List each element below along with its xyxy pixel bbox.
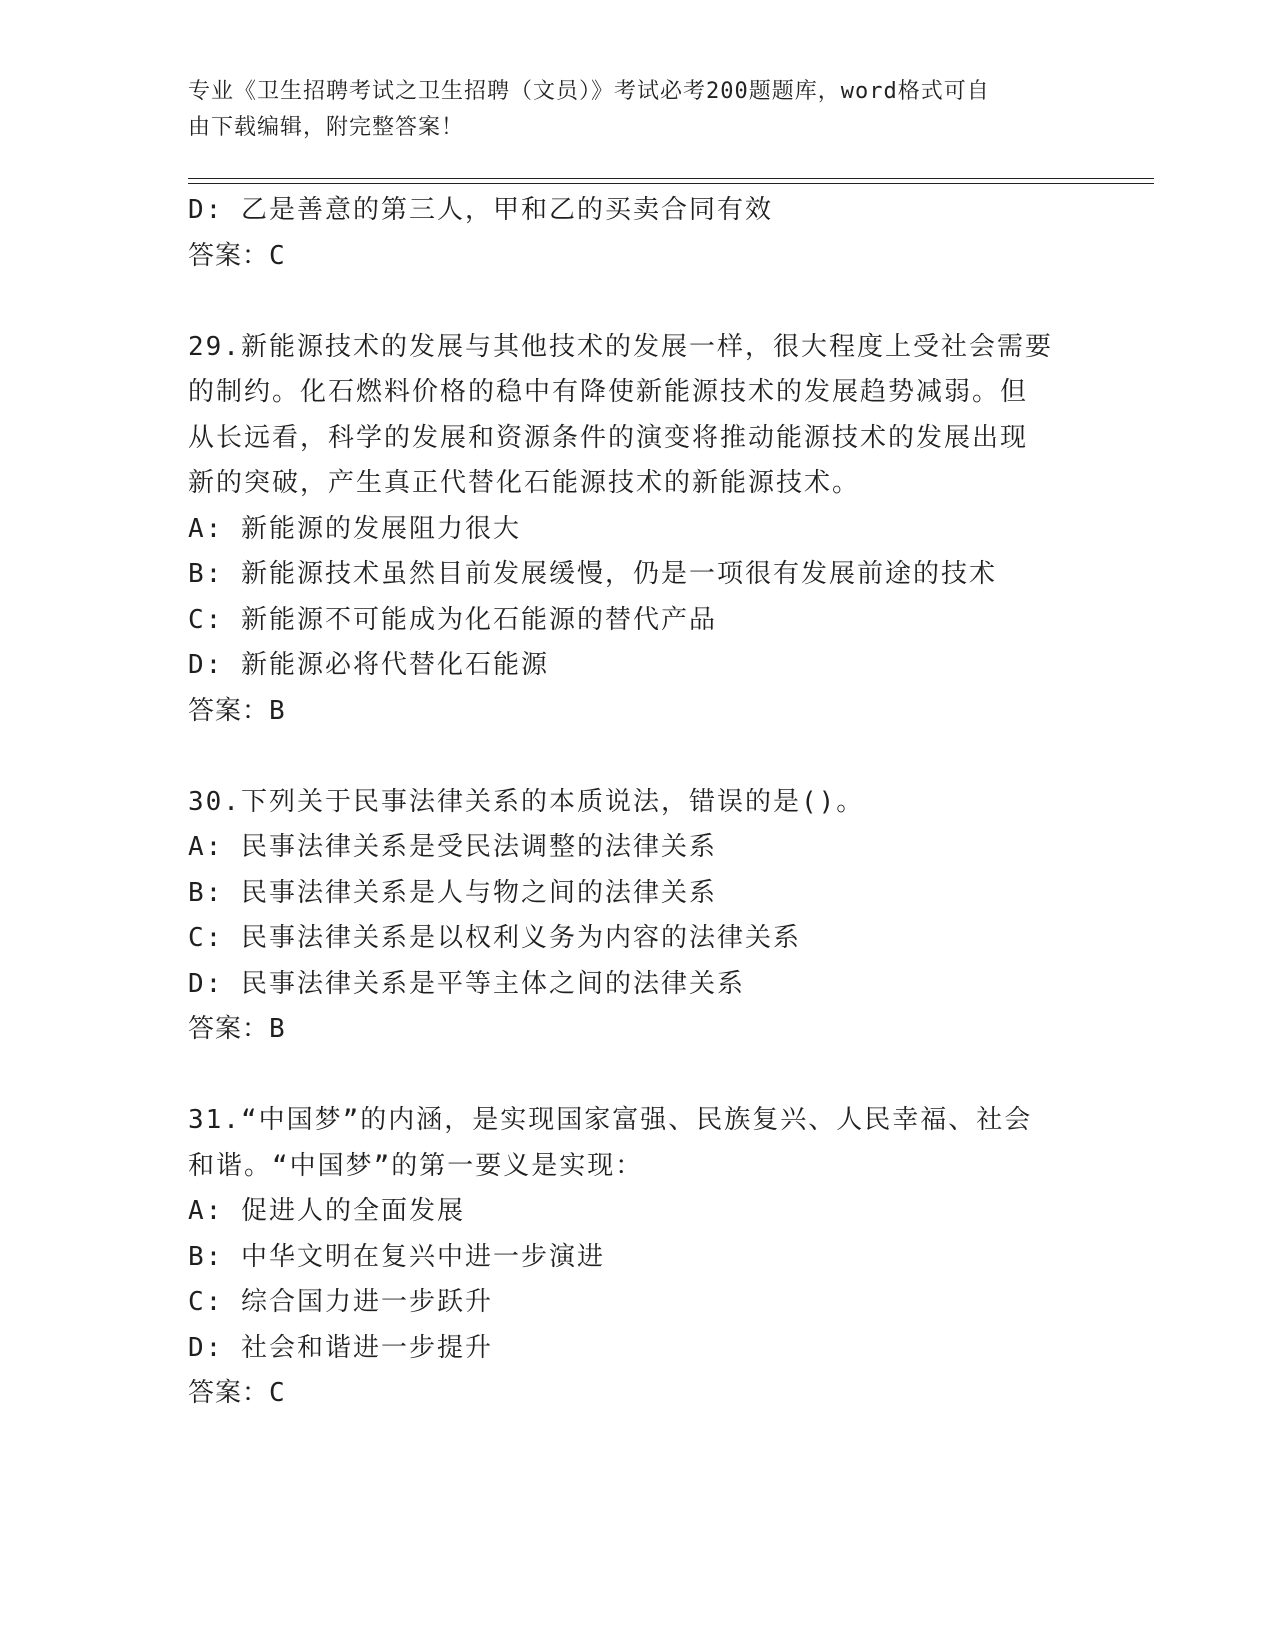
header-line-1: 专业《卫生招聘考试之卫生招聘（文员）》考试必考200题题库，word格式可自 (188, 79, 990, 104)
option-d: D: 社会和谐进一步提升 (188, 1332, 493, 1363)
spacer (188, 279, 1088, 325)
option-c: C: 民事法律关系是以权利义务为内容的法律关系 (188, 923, 801, 953)
option-a: A: 促进人的全面发展 (188, 1196, 465, 1226)
question-stem-line: 31.“中国梦”的内涵，是实现国家富强、民族复兴、人民幸福、社会 (188, 1105, 1033, 1135)
question-29 (188, 325, 1088, 735)
option-b: B: 民事法律关系是人与物之间的法律关系 (188, 877, 717, 908)
page-header (188, 74, 1068, 146)
option-d: D: 乙是善意的第三人，甲和乙的买卖合同有效 (188, 195, 773, 225)
answer-line: 答案：C (188, 240, 286, 271)
option-a: A: 民事法律关系是受民法调整的法律关系 (188, 832, 717, 862)
question-stem-line: 从长远看，科学的发展和资源条件的演变将推动能源技术的发展出现 (188, 422, 1029, 453)
header-divider-bottom (188, 183, 1154, 184)
option-c: C: 新能源不可能成为化石能源的替代产品 (188, 604, 717, 635)
header-divider-top (188, 178, 1154, 179)
answer-line: 答案：B (188, 695, 286, 726)
option-d: D: 民事法律关系是平等主体之间的法律关系 (188, 968, 745, 999)
question-content (188, 188, 1088, 1417)
option-d: D: 新能源必将代替化石能源 (188, 650, 549, 680)
option-b: B: 中华文明在复兴中进一步演进 (188, 1241, 605, 1272)
carry-over-question (188, 188, 1088, 279)
option-b: B: 新能源技术虽然目前发展缓慢，仍是一项很有发展前途的技术 (188, 559, 997, 589)
answer-line: 答案：C (188, 1378, 286, 1408)
question-stem-line: 的制约。化石燃料价格的稳中有降使新能源技术的发展趋势减弱。但 (188, 377, 1029, 407)
question-stem-line: 新的突破，产生真正代替化石能源技术的新能源技术。 (188, 468, 861, 498)
header-line-2: 由下载编辑，附完整答案！ (188, 115, 465, 140)
question-stem-line: 30.下列关于民事法律关系的本质说法，错误的是()。 (188, 786, 865, 817)
spacer (188, 1053, 1088, 1099)
question-30 (188, 780, 1088, 1053)
question-31 (188, 1098, 1088, 1417)
answer-line: 答案：B (188, 1014, 286, 1044)
question-stem-line: 和谐。“中国梦”的第一要义是实现： (188, 1150, 644, 1181)
spacer (188, 734, 1088, 780)
question-stem-line: 29.新能源技术的发展与其他技术的发展一样，很大程度上受社会需要 (188, 331, 1053, 362)
option-a: A: 新能源的发展阻力很大 (188, 513, 521, 544)
option-c: C: 综合国力进一步跃升 (188, 1287, 493, 1317)
